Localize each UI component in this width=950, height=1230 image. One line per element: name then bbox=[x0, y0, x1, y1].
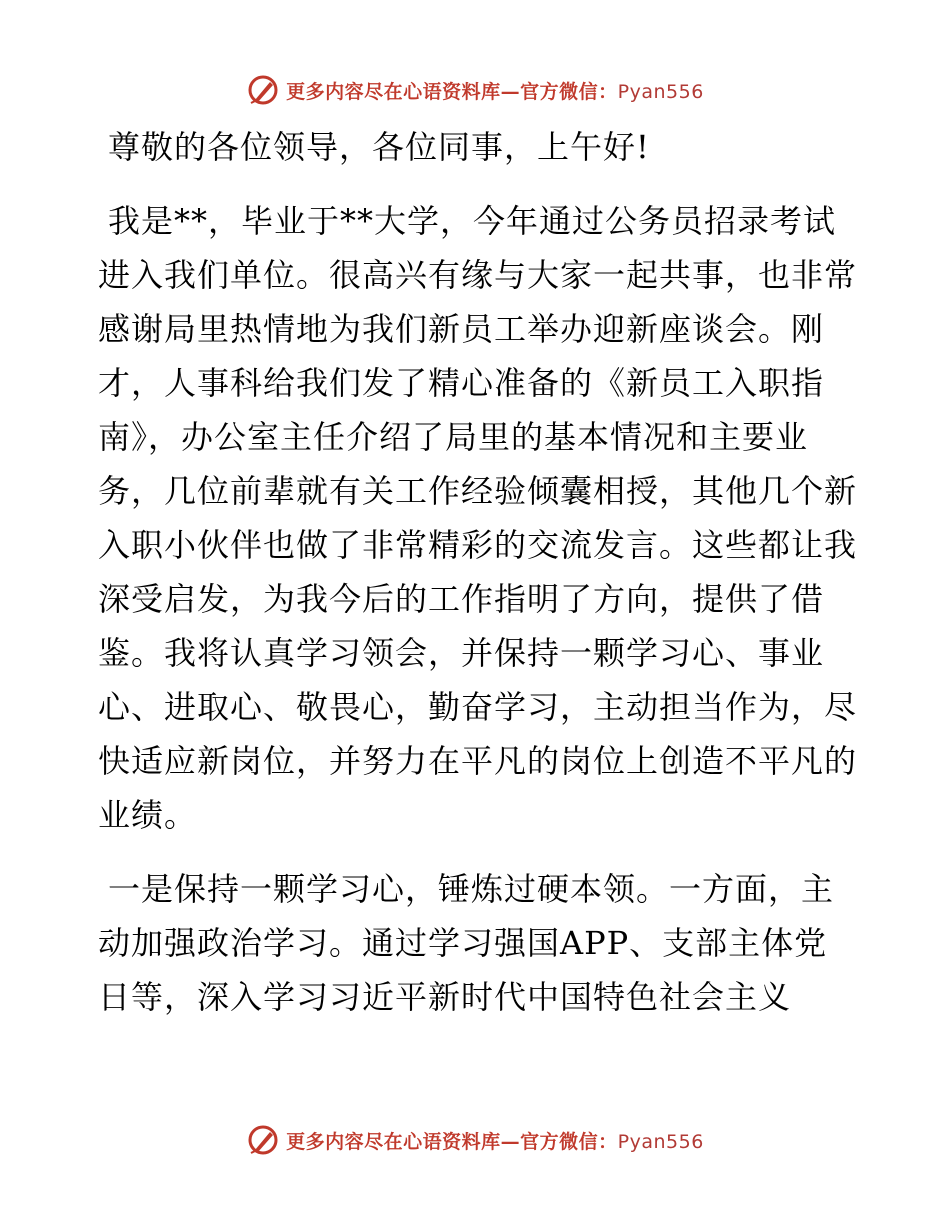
footer-banner bbox=[0, 1120, 950, 1160]
header-banner-content bbox=[246, 73, 704, 107]
paragraph-intro: 我是**，毕业于**大学，今年通过公务员招录考试进入我们单位。很高兴有缘与大家一起共事，也非常感谢局里热情地为我们新员工举办迎新座谈会。刚才，人事科给我们发了精心准备的《新员工入职指南》，办公室主任介绍了局里的基本情况和主要业务，几位前辈就有关工作经验倾囊相授，其他几个新入职小伙伴也做了非常精彩的交流发言。这些都让我深受启发，为我今后的工作指明了方向，提供了借鉴。我将认真学习领会，并保持一颗学习心、事业心、进取心、敬畏心，勤奋学习，主动担当作为，尽快适应新岗位，并努力在平凡的岗位上创造不平凡的业绩。 bbox=[98, 202, 858, 834]
header-banner-text: 更多内容尽在心语资料库—官方微信：Pyan556 bbox=[286, 80, 704, 103]
footer-banner-content bbox=[246, 1123, 704, 1157]
header-banner bbox=[0, 70, 950, 110]
paragraph-point-one: 一是保持一颗学习心，锤炼过硬本领。一方面，主动加强政治学习。通过学习强国APP、支部主体党日等，深入学习习近平新时代中国特色社会主义 bbox=[98, 870, 835, 1016]
footer-banner-text: 更多内容尽在心语资料库—官方微信：Pyan556 bbox=[286, 1130, 704, 1153]
document-body bbox=[98, 120, 858, 1024]
quill-pen-icon bbox=[246, 73, 280, 107]
quill-pen-icon bbox=[246, 1123, 280, 1157]
greeting-text: 尊敬的各位领导，各位同事，上午好! bbox=[108, 128, 650, 166]
